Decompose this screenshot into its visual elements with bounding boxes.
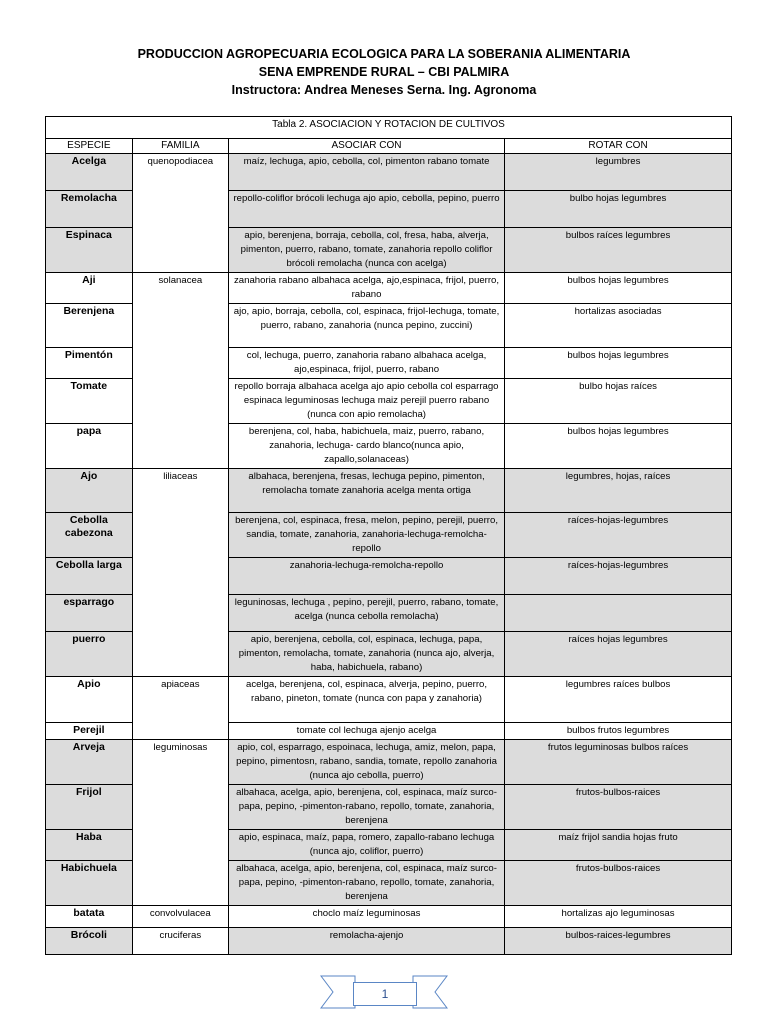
rotar-cell: bulbo hojas raíces	[505, 379, 732, 424]
rotar-cell: bulbos hojas legumbres	[505, 424, 732, 469]
rotar-cell: bulbos-raices-legumbres	[505, 928, 732, 955]
rotar-cell: bulbo hojas legumbres	[505, 191, 732, 228]
asociar-cell: apio, berenjena, borraja, cebolla, col, fresa, haba, alverja, pimenton, puerro, rabano, tomate, zanahoria repollo coliflor brócoli remolacha (nunca con acelga)	[228, 228, 504, 273]
asociar-cell: remolacha-ajenjo	[228, 928, 504, 955]
familia-cell: apiaceas	[132, 677, 228, 740]
rotar-cell: raíces-hojas-legumbres	[505, 558, 732, 595]
page-number: 1	[353, 982, 417, 1006]
asociar-cell: col, lechuga, puerro, zanahoria rabano albahaca acelga, ajo,espinaca, frijol, puerro, rabano	[228, 348, 504, 379]
especie-cell: Ajo	[46, 469, 133, 513]
asociar-cell: tomate col lechuga ajenjo acelga	[228, 723, 504, 740]
rotar-cell: frutos-bulbos-raices	[505, 861, 732, 906]
familia-cell: liliaceas	[132, 469, 228, 677]
asociar-cell: apio, col, esparrago, espoinaca, lechuga, amiz, melon, papa, pepino, pimentosn, rabano, sandia, tomate, repollo zanahoria (nunca ajo cebolla, puerro)	[228, 740, 504, 785]
crop-association-table	[45, 116, 732, 955]
rotar-cell: hortalizas ajo leguminosas	[505, 906, 732, 928]
especie-cell: puerro	[46, 632, 133, 677]
table-row	[46, 469, 732, 513]
asociar-cell: repollo-coliflor brócoli lechuga ajo apio, cebolla, pepino, puerro	[228, 191, 504, 228]
rotar-cell: legumbres raíces bulbos	[505, 677, 732, 723]
especie-cell: Haba	[46, 830, 133, 861]
header-instructor: Instructora: Andrea Meneses Serna. Ing. Agronoma	[231, 83, 537, 97]
especie-cell: Apio	[46, 677, 133, 723]
rotar-cell: legumbres, hojas, raíces	[505, 469, 732, 513]
asociar-cell: maíz, lechuga, apio, cebolla, col, pimenton rabano tomate	[228, 154, 504, 191]
asociar-cell: apio, espinaca, maíz, papa, romero, zapallo-rabano lechuga (nunca ajo, coliflor, puerro)	[228, 830, 504, 861]
familia-cell: leguminosas	[132, 740, 228, 906]
familia-cell: cruciferas	[132, 928, 228, 955]
asociar-cell: berenjena, col, espinaca, fresa, melon, pepino, perejil, puerro, sandia, tomate, zanahoria, zanahoria-lechuga-remolcha-repollo	[228, 513, 504, 558]
rotar-cell: frutos-bulbos-raices	[505, 785, 732, 830]
column-header-rotar: ROTAR CON	[505, 139, 732, 154]
especie-cell: Perejil	[46, 723, 133, 740]
rotar-cell: legumbres	[505, 154, 732, 191]
asociar-cell: berenjena, col, haba, habichuela, maiz, puerro, rabano, zanahoria, lechuga- cardo blanco(nunca apio, zapallo,solanaceas)	[228, 424, 504, 469]
rotar-cell: frutos leguminosas bulbos raíces	[505, 740, 732, 785]
asociar-cell: albahaca, berenjena, fresas, lechuga pepino, pimenton, remolacha tomate zanahoria acelga menta ortiga	[228, 469, 504, 513]
especie-cell: Habichuela	[46, 861, 133, 906]
table-row	[46, 154, 732, 191]
especie-cell: Pimentón	[46, 348, 133, 379]
asociar-cell: albahaca, acelga, apio, berenjena, col, espinaca, maíz surco- papa, pepino, -pimenton-rabano, repollo, tomate, zanahoria, berenjena	[228, 785, 504, 830]
rotar-cell: bulbos hojas legumbres	[505, 273, 732, 304]
especie-cell: Aji	[46, 273, 133, 304]
asociar-cell: zanahoria rabano albahaca acelga, ajo,espinaca, frijol, puerro, rabano	[228, 273, 504, 304]
rotar-cell: raíces hojas legumbres	[505, 632, 732, 677]
column-header-especie: ESPECIE	[46, 139, 133, 154]
header-subtitle: SENA EMPRENDE RURAL – CBI PALMIRA	[258, 65, 510, 79]
especie-cell: papa	[46, 424, 133, 469]
table-header-row	[46, 139, 732, 154]
rotar-cell: bulbos raíces legumbres	[505, 228, 732, 273]
especie-cell: batata	[46, 906, 133, 928]
rotar-cell: maíz frijol sandia hojas fruto	[505, 830, 732, 861]
familia-cell: convolvulacea	[132, 906, 228, 928]
table-row	[46, 740, 732, 785]
especie-cell: Cebolla cabezona	[46, 513, 133, 558]
familia-cell: solanacea	[132, 273, 228, 469]
rotar-cell	[505, 595, 732, 632]
asociar-cell: apio, berenjena, cebolla, col, espinaca, lechuga, papa, pimenton, remolacha, tomate, zanahoria (nunca ajo, alverja, haba, habichuela, rabano)	[228, 632, 504, 677]
especie-cell: Brócoli	[46, 928, 133, 955]
asociar-cell: leguninosas, lechuga , pepino, perejil, puerro, rabano, tomate, acelga (nunca cebolla remolacha)	[228, 595, 504, 632]
rotar-cell: hortalizas asociadas	[505, 304, 732, 348]
especie-cell: Remolacha	[46, 191, 133, 228]
table-row	[46, 906, 732, 928]
asociar-cell: choclo maíz leguminosas	[228, 906, 504, 928]
especie-cell: Berenjena	[46, 304, 133, 348]
table-row	[46, 273, 732, 304]
column-header-familia: FAMILIA	[132, 139, 228, 154]
especie-cell: Cebolla larga	[46, 558, 133, 595]
table-row	[46, 677, 732, 723]
table-row	[46, 928, 732, 955]
asociar-cell: acelga, berenjena, col, espinaca, alverja, pepino, puerro, rabano, pineton, tomate (nunca con papa y zanahoria)	[228, 677, 504, 723]
page-footer	[319, 972, 449, 1012]
especie-cell: Arveja	[46, 740, 133, 785]
asociar-cell: albahaca, acelga, apio, berenjena, col, espinaca, maíz surco- papa, pepino, -pimenton-rabano, repollo, tomate, zanahoria, berenjena	[228, 861, 504, 906]
especie-cell: Tomate	[46, 379, 133, 424]
asociar-cell: repollo borraja albahaca acelga ajo apio cebolla col esparrago espinaca leguminosas lechuga maiz perejil puerro rabano (nunca con apio remolacha)	[228, 379, 504, 424]
rotar-cell: bulbos hojas legumbres	[505, 348, 732, 379]
rotar-cell: raíces-hojas-legumbres	[505, 513, 732, 558]
header-title: PRODUCCION AGROPECUARIA ECOLOGICA PARA LA SOBERANIA ALIMENTARIA	[137, 47, 631, 61]
familia-cell: quenopodiacea	[132, 154, 228, 273]
document-header	[0, 45, 768, 99]
especie-cell: Espinaca	[46, 228, 133, 273]
column-header-asociar: ASOCIAR CON	[228, 139, 504, 154]
table-title: Tabla 2. ASOCIACION Y ROTACION DE CULTIVOS	[46, 117, 732, 139]
especie-cell: Acelga	[46, 154, 133, 191]
especie-cell: Frijol	[46, 785, 133, 830]
asociar-cell: zanahoria-lechuga-remolcha-repollo	[228, 558, 504, 595]
asociar-cell: ajo, apio, borraja, cebolla, col, espinaca, frijol-lechuga, tomate, puerro, rabano, zanahoria (nunca pepino, zuccini)	[228, 304, 504, 348]
rotar-cell: bulbos frutos legumbres	[505, 723, 732, 740]
especie-cell: esparrago	[46, 595, 133, 632]
